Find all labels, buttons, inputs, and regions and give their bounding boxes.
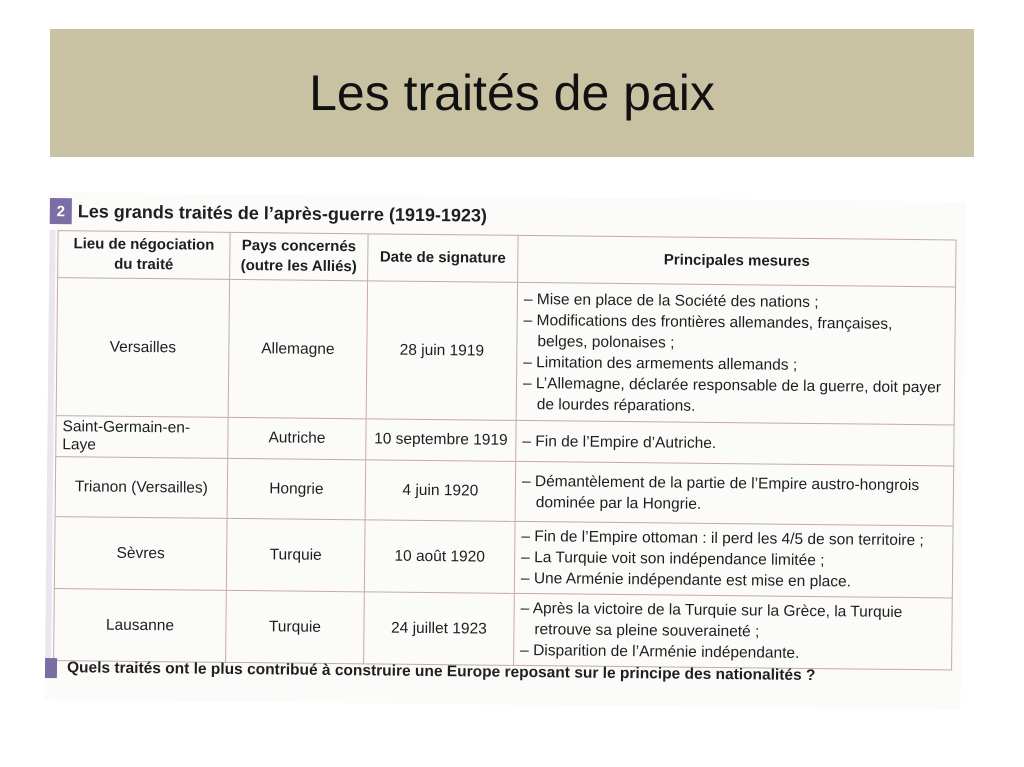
table-row <box>56 278 955 425</box>
measure-line: – Mise en place de la Société des nations ; <box>523 290 819 311</box>
slide-title: Les traités de paix <box>309 65 715 121</box>
measure-line: – La Turquie voit son indépendance limitée ; <box>521 548 825 570</box>
cell-mesures <box>515 461 954 526</box>
cell-lieu: Trianon (Versailles) <box>55 457 228 519</box>
cell-date: 10 septembre 1919 <box>366 419 516 462</box>
measure-line: – Modifications des frontières allemandes, françaises, <box>523 311 893 333</box>
cell-lieu: Versailles <box>56 278 229 418</box>
cell-date: 10 août 1920 <box>364 520 515 594</box>
measure-line: retrouve sa pleine souveraineté ; <box>534 621 760 641</box>
treaties-table <box>53 230 956 670</box>
measure-line: de lourdes réparations. <box>536 395 696 415</box>
measure-line: – Fin de l’Empire ottoman : il perd les 4/5 de son territoire ; <box>521 527 924 550</box>
header-pays: Pays concernés (outre les Alliés) <box>230 232 368 280</box>
cell-date: 4 juin 1920 <box>365 460 516 522</box>
cell-mesures <box>514 521 953 598</box>
measure-line: – L’Allemagne, déclarée responsable de la guerre, doit payer <box>522 374 942 396</box>
cell-lieu: Saint-Germain-en-Laye <box>56 416 228 459</box>
cell-pays: Autriche <box>228 417 366 459</box>
measure-line: – Limitation des armements allemands ; <box>523 353 798 374</box>
cell-mesures <box>516 420 954 466</box>
cell-date: 24 juillet 1923 <box>364 592 515 666</box>
cell-pays: Turquie <box>226 590 365 663</box>
cell-pays: Allemagne <box>228 279 367 418</box>
cell-mesures <box>516 282 955 425</box>
cell-mesures <box>514 593 953 670</box>
measure-line: – Une Arménie indépendante est mise en place. <box>520 569 852 591</box>
cell-pays: Hongrie <box>227 458 366 519</box>
question-marker <box>45 658 57 678</box>
slide-title-band <box>50 29 974 157</box>
cell-lieu: Lausanne <box>54 589 227 663</box>
document-heading <box>50 196 487 231</box>
table-row <box>54 517 953 598</box>
table-row <box>54 589 953 670</box>
header-mesures: Principales mesures <box>518 235 956 287</box>
table-row <box>55 457 954 526</box>
cell-date: 28 juin 1919 <box>366 281 517 421</box>
question-text: Quels traités ont le plus contribué à construire une Europe reposant sur le principe des nationalités ? <box>66 659 816 685</box>
cell-lieu: Sèvres <box>54 517 227 591</box>
measure-line: dominée par la Hongrie. <box>535 493 702 513</box>
measure-line: – Disparition de l’Arménie indépendante. <box>520 641 800 662</box>
header-lieu: Lieu de négociation du traité <box>58 231 230 280</box>
measure-line: belges, polonaises ; <box>537 332 675 352</box>
measure-line: – Démantèlement de la partie de l’Empire austro-hongrois <box>521 472 920 494</box>
scanned-document <box>45 192 966 710</box>
cell-pays: Turquie <box>226 518 365 591</box>
measure-line: – Fin de l’Empire d’Autriche. <box>522 432 717 452</box>
header-date: Date de signature <box>368 234 518 283</box>
section-number-badge: 2 <box>50 198 72 224</box>
measure-line: – Après la victoire de la Turquie sur la Grèce, la Turquie <box>520 599 903 621</box>
document-title: Les grands traités de l’après-guerre (1919-1923) <box>77 200 488 226</box>
